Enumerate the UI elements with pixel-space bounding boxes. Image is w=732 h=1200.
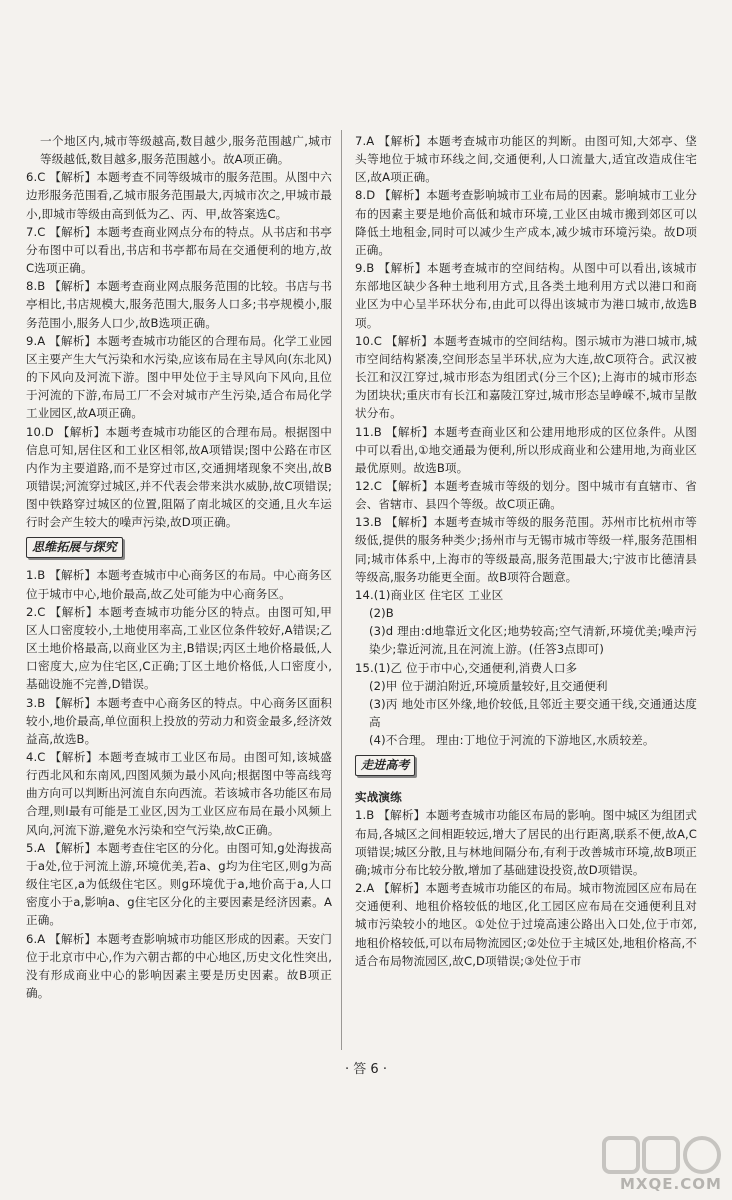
- answer-r12: 12.C 【解析】本题考查城市等级的划分。图中城市有直辖市、省会、省辖市、县四个等级。故C项正确。: [355, 478, 697, 512]
- answer-r15-c: (3)丙 地处市区外缘,地价较低,且邻近主要交通干线,交通通达度高: [369, 696, 697, 729]
- answer-e1: 1.B 【解析】本题考查城市中心商务区的布局。中心商务区位于城市中心,地价最高,故乙处可能为中心商务区。: [26, 568, 332, 601]
- answer-10: 10.D 【解析】本题考查城市功能区的合理布局。根据图中信息可知,居住区和工业区相邻,故A项错误;图中公路在市区内作为主要道路,而不是穿过市区,交通拥堵现象不突出,故B项错误;河流穿过城区,并不代表会带来洪水威胁,故C项错误;图中铁路穿过城区的位置,阻隔了南北城区的交通,且火车运行时会产生较大的噪声污染,故D项正确。: [26, 424, 332, 530]
- answer-e5: 5.A 【解析】本题考查住宅区的分化。由图可知,g处海拔高于a处,位于河流上游,环境优美,若a、g均为住宅区,则g为高级住宅区,a为低级住宅区。则g环境优于a,地价高于a,人口密度小于a,影响a、g住宅区分化的主要因素是经济因素。A正确。: [26, 840, 332, 928]
- answer-r15: 15.(1)乙 位于市中心,交通便利,消费人口多: [355, 660, 578, 675]
- answer-r11: 11.B 【解析】本题考查商业区和公建用地形成的区位条件。从图中可以看出,①地交通最为便利,所以形成商业和公建用地,为商业区最优原则。故选B项。: [355, 424, 697, 475]
- paragraph: 一个地区内,城市等级越高,数目越少,服务范围越广,城市等级越低,数目越多,服务范围越小。故A项正确。: [40, 134, 332, 167]
- section-heading: 思维拓展与探究: [26, 537, 123, 558]
- answer-r14-c: (3)d 理由:d地靠近文化区;地势较高;空气清新,环境优美;噪声污染少;靠近河流,且在河流上游。(任答3点即可): [369, 624, 697, 657]
- column-divider: [341, 130, 342, 1050]
- answer-7: 7.C 【解析】本题考查商业网点分布的特点。从书店和书亭分布图中可以看出,书店和书亭都布局在交通便利的地方,故C选项正确。: [26, 224, 332, 276]
- answer-r15-d: (4)不合理。 理由:丁地位于河流的下游地区,水质较差。: [369, 733, 655, 748]
- answer-r8: 8.D 【解析】本题考查影响城市工业布局的因素。影响城市工业分布的因素主要是地价高低和城市环境,工业区由城市搬到郊区可以降低土地租金,同时可以减少生产成本,减少城市环境污染。故D项正确。: [355, 188, 697, 257]
- answer-r14-b: (2)B: [369, 606, 394, 621]
- answer-e2: 2.C 【解析】本题考查城市功能分区的特点。由图可知,甲区人口密度较小,土地使用率高,工业区位条件较好,A错误;乙区土地价格最高,以商业区为主,B错误;丙区土地价格最低,人口密度大,应为住宅区,C正确;丁区土地价格低,人口密度小,基础设施不完善,D错误。: [26, 604, 332, 692]
- watermark-text: MXQE.COM: [620, 1175, 722, 1193]
- answer-r10: 10.C 【解析】本题考查城市的空间结构。图示城市为港口城市,城市空间结构紧凑,空间形态呈半环状,应为大连,故C项符合。武汉被长江和汉江穿过,城市形态为组团式(分三个区);上海市的城市形态为团块状;重庆市有长江和嘉陵江穿过,城市形态呈峥嵘不,城市呈散状分布。: [355, 333, 697, 421]
- answer-9: 9.A 【解析】本题考查城市功能区的合理布局。化学工业园区主要产生大气污染和水污染,应该布局在主导风向(东北风)的下风向及河流下游。图中甲处位于主导风向下风向,且位于河流的下游,布局工厂不会对城市产生污染,适合布局化学工业园区,故A项正确。: [26, 333, 332, 421]
- answer-e4: 4.C 【解析】本题考查城市工业区布局。由图可知,该城盛行西北风和东南风,四图风频为最小风向;根据图中等高线弯曲方向可以判断出河流自东向西流。若该城市各功能区布局合理,则I最有可能是工业区,因为工业区应布局在最小风频上风向,河流下游,避免水污染和空气污染,故C正确。: [26, 750, 332, 837]
- answer-e3: 3.B 【解析】本题考查中心商务区的特点。中心商务区面积较小,地价最高,单位面积上投放的劳动力和资金最多,经济效益高,故选B。: [26, 695, 332, 746]
- answer-e6: 6.A 【解析】本题考查影响城市功能区形成的因素。天安门位于北京市中心,作为六朝古都的中心地区,历史文化性突出,没有形成商业中心的影响因素主要是历史因素。故B项正确。: [26, 931, 332, 1001]
- subheading: 实战演练: [355, 790, 402, 805]
- right-column: [355, 132, 697, 970]
- left-column: [26, 132, 332, 1002]
- answer-8: 8.B 【解析】本题考查商业网点服务范围的比较。书店与书亭相比,书店规模大,服务范围大,服务人口多;书亭规模小,服务范围小,服务人口少,故B选项正确。: [26, 279, 332, 330]
- answer-6: 6.C 【解析】本题考查不同等级城市的服务范围。从图中六边形服务范围看,乙城市服务范围最大,丙城市次之,甲城市最小,即城市等级由高到低为乙、丙、甲,故答案选C。: [26, 170, 332, 221]
- answer-g2: 2.A 【解析】本题考查城市功能区的布局。城市物流园区应布局在交通便利、地租价格较低的地区,化工园区应布局在交通便利且对城市污染较小的地区。①处位于过境高速公路出入口处,位于市郊,地租价格较低,可以布局物流园区;②处位于主城区处,地租价格高,不适合布局物流园区,故C,D项错误;③处位于市: [355, 881, 697, 968]
- answer-r7: 7.A 【解析】本题考查城市功能区的判断。由图可知,大郊亭、垡头等地位于城市环线之间,交通便利,人口流量大,适宜改造成住宅区,故A项正确。: [355, 134, 697, 185]
- answer-r13: 13.B 【解析】本题考查城市等级的服务范围。苏州市比杭州市等级低,提供的服务种类少;扬州市与无锡市城市等级一样,服务范围相同;城市体系中,上海市的等级最高,服务范围最大;宁波市比德清县等级高,服务功能更全面。故B项符合题意。: [355, 515, 697, 584]
- answer-r14: 14.(1)商业区 住宅区 工业区: [355, 587, 504, 602]
- section-heading: 走进高考: [355, 755, 415, 776]
- answer-r9: 9.B 【解析】本题考查城市的空间结构。从图中可以看出,该城市东部地区缺少各种土地利用方式,且各类土地利用方式以港口和商业区为中心呈半环状分布,由此可以得出该城市为港口城市,故选B项。: [355, 261, 697, 330]
- answer-g1: 1.B 【解析】本题考查城市功能区布局的影响。图中城区为组团式布局,各城区之间相距较远,增大了居民的出行距离,联系不便,故A,C项错误;城区分散,且与林地间隔分布,有利于改善城市环境,故B项正确;城市分布比较分散,增加了基础建设投资,故D项错误。: [355, 808, 697, 877]
- answer-r15-b: (2)甲 位于湖泊附近,环境质量较好,且交通便利: [369, 678, 608, 693]
- page-number: · 答 6 ·: [345, 1062, 387, 1077]
